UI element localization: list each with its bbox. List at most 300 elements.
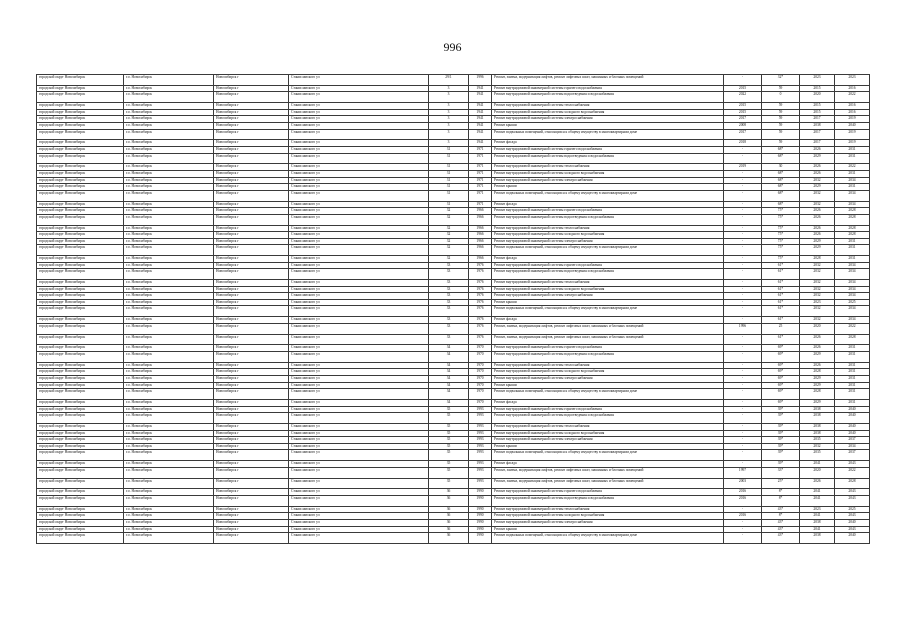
plan-start-year-cell: 2032 <box>800 269 835 280</box>
plan-end-year-cell: 2043 <box>835 513 870 520</box>
plan-end-year-cell: 2019 <box>835 129 870 140</box>
plan-end-year-cell: 2034 <box>835 177 870 184</box>
city-cell: Новосибирск г <box>214 352 289 363</box>
plan-start-year-cell: 2038 <box>800 430 835 437</box>
last-repair-year-cell: - <box>724 437 762 444</box>
work-type-cell: Ремонт внутридомовой инженерной системы теплоснабжения <box>492 280 724 287</box>
municipality-cell: г.о. Новосибирск <box>124 75 214 86</box>
city-cell: Новосибирск г <box>214 293 289 300</box>
street-cell: Станиславского ул <box>289 334 429 345</box>
wear-percent-cell: 75* <box>762 232 800 239</box>
last-repair-year-cell: - <box>724 208 762 215</box>
municipality-cell: г.о. Новосибирск <box>124 177 214 184</box>
municipality-cell: г.о. Новосибирск <box>124 170 214 177</box>
plan-start-year-cell: 2038 <box>800 122 835 129</box>
municipality-cell: г.о. Новосибирск <box>124 423 214 430</box>
house-number-cell: 3 <box>429 129 469 140</box>
wear-percent-cell: 25 <box>762 323 800 334</box>
city-cell: Новосибирск г <box>214 382 289 389</box>
district-cell: городской округ Новосибирск <box>37 382 124 389</box>
wear-percent-cell: 61* <box>762 286 800 293</box>
plan-end-year-cell: 2031 <box>835 352 870 363</box>
work-type-cell: Ремонт внутридомовой инженерной системы горячего водоснабжения <box>492 406 724 413</box>
plan-end-year-cell: 2034 <box>835 317 870 324</box>
house-number-cell: 34 <box>429 399 469 406</box>
municipality-cell: г.о. Новосибирск <box>124 526 214 533</box>
plan-start-year-cell: 2026 <box>800 232 835 239</box>
wear-percent-cell: 59 <box>762 103 800 110</box>
plan-start-year-cell: 2032 <box>800 201 835 208</box>
last-repair-year-cell: - <box>724 146 762 153</box>
last-repair-year-cell: 2022 <box>724 92 762 103</box>
table-row <box>37 382 870 389</box>
work-type-cell: Ремонт внутридомовой инженерной системы горячего водоснабжения <box>492 146 724 153</box>
wear-percent-cell: 39* <box>762 406 800 413</box>
build-year-cell: 1993 <box>469 406 492 413</box>
wear-percent-cell: 25* <box>762 478 800 489</box>
street-cell: Станиславского ул <box>289 437 429 444</box>
build-year-cell: 1971 <box>469 190 492 201</box>
table-row <box>37 109 870 116</box>
street-cell: Станиславского ул <box>289 190 429 201</box>
district-cell: городской округ Новосибирск <box>37 306 124 317</box>
street-cell: Станиславского ул <box>289 140 429 147</box>
municipality-cell: г.о. Новосибирск <box>124 92 214 103</box>
municipality-cell: г.о. Новосибирск <box>124 519 214 526</box>
house-number-cell: 3 <box>429 116 469 123</box>
city-cell: Новосибирск г <box>214 495 289 506</box>
street-cell: Станиславского ул <box>289 519 429 526</box>
district-cell: городской округ Новосибирск <box>37 376 124 383</box>
last-repair-year-cell: 2017 <box>724 116 762 123</box>
build-year-cell: 1966 <box>469 245 492 256</box>
last-repair-year-cell: - <box>724 369 762 376</box>
last-repair-year-cell: - <box>724 399 762 406</box>
last-repair-year-cell: - <box>724 352 762 363</box>
plan-end-year-cell: 2034 <box>835 190 870 201</box>
table-row <box>37 92 870 103</box>
district-cell: городской округ Новосибирск <box>37 190 124 201</box>
plan-start-year-cell: 2041 <box>800 489 835 496</box>
street-cell: Станиславского ул <box>289 406 429 413</box>
plan-end-year-cell: 2031 <box>835 369 870 376</box>
street-cell: Станиславского ул <box>289 413 429 424</box>
table-row <box>37 238 870 245</box>
table-row <box>37 513 870 520</box>
house-number-cell: 32 <box>429 232 469 239</box>
house-number-cell: 36 <box>429 513 469 520</box>
city-cell: Новосибирск г <box>214 519 289 526</box>
street-cell: Станиславского ул <box>289 170 429 177</box>
plan-end-year-cell: 2043 <box>835 489 870 496</box>
work-type-cell: Ремонт внутридомовой инженерной системы теплоснабжения <box>492 423 724 430</box>
build-year-cell: 1976 <box>469 334 492 345</box>
plan-end-year-cell: 2022 <box>835 164 870 171</box>
city-cell: Новосибирск г <box>214 103 289 110</box>
plan-start-year-cell: 2015 <box>800 85 835 92</box>
house-number-cell: 32 <box>429 238 469 245</box>
street-cell: Станиславского ул <box>289 103 429 110</box>
last-repair-year-cell: - <box>724 317 762 324</box>
table-row <box>37 526 870 533</box>
work-type-cell: Ремонт крыши <box>492 443 724 450</box>
plan-start-year-cell: 2026 <box>800 334 835 345</box>
wear-percent-cell: 39* <box>762 450 800 461</box>
plan-end-year-cell: 2028 <box>835 232 870 239</box>
municipality-cell: г.о. Новосибирск <box>124 269 214 280</box>
city-cell: Новосибирск г <box>214 533 289 544</box>
plan-start-year-cell: 2038 <box>800 533 835 544</box>
work-type-cell: Ремонт, замена, модернизация лифтов, ремонт лифтовых шахт, машинных и блочных помещений <box>492 323 724 334</box>
plan-end-year-cell: 2025 <box>835 299 870 306</box>
work-type-cell: Ремонт внутридомовой инженерной системы горячего водоснабжения <box>492 85 724 92</box>
municipality-cell: г.о. Новосибирск <box>124 450 214 461</box>
build-year-cell: 1970 <box>469 362 492 369</box>
street-cell: Станиславского ул <box>289 369 429 376</box>
district-cell: городской округ Новосибирск <box>37 461 124 468</box>
wear-percent-cell: 59 <box>762 85 800 92</box>
house-number-cell: 3 <box>429 92 469 103</box>
work-type-cell: Ремонт внутридомовой инженерной системы холодного водоснабжения <box>492 286 724 293</box>
plan-start-year-cell: 2026 <box>800 225 835 232</box>
municipality-cell: г.о. Новосибирск <box>124 262 214 269</box>
build-year-cell: 1971 <box>469 164 492 171</box>
street-cell: Станиславского ул <box>289 443 429 450</box>
district-cell: городской округ Новосибирск <box>37 129 124 140</box>
table-row <box>37 286 870 293</box>
municipality-cell: г.о. Новосибирск <box>124 513 214 520</box>
last-repair-year-cell: 2015 <box>724 103 762 110</box>
work-type-cell: Ремонт внутридомовой инженерной системы электроснабжения <box>492 519 724 526</box>
municipality-cell: г.о. Новосибирск <box>124 406 214 413</box>
table-row <box>37 345 870 352</box>
district-cell: городской округ Новосибирск <box>37 495 124 506</box>
plan-end-year-cell: 2040 <box>835 122 870 129</box>
table-row <box>37 256 870 263</box>
house-number-cell: 36 <box>429 495 469 506</box>
house-number-cell: 32 <box>429 256 469 263</box>
work-type-cell: Ремонт внутридомовой инженерной системы электроснабжения <box>492 376 724 383</box>
table-row <box>37 478 870 489</box>
street-cell: Станиславского ул <box>289 129 429 140</box>
table-row <box>37 201 870 208</box>
house-number-cell: 35 <box>429 450 469 461</box>
build-year-cell: 1976 <box>469 293 492 300</box>
last-repair-year-cell: - <box>724 382 762 389</box>
last-repair-year-cell: - <box>724 506 762 513</box>
city-cell: Новосибирск г <box>214 85 289 92</box>
last-repair-year-cell: 2017 <box>724 129 762 140</box>
municipality-cell: г.о. Новосибирск <box>124 299 214 306</box>
city-cell: Новосибирск г <box>214 256 289 263</box>
last-repair-year-cell: - <box>724 345 762 352</box>
build-year-cell: 1966 <box>469 208 492 215</box>
municipality-cell: г.о. Новосибирск <box>124 443 214 450</box>
last-repair-year-cell: - <box>724 201 762 208</box>
district-cell: городской округ Новосибирск <box>37 293 124 300</box>
city-cell: Новосибирск г <box>214 201 289 208</box>
work-type-cell: Ремонт внутридомовой инженерной системы горячего водоснабжения <box>492 345 724 352</box>
wear-percent-cell: 30 <box>762 164 800 171</box>
work-type-cell: Ремонт внутридомовой инженерной системы холодного водоснабжения <box>492 430 724 437</box>
house-number-cell: 32 <box>429 245 469 256</box>
city-cell: Новосибирск г <box>214 362 289 369</box>
municipality-cell: г.о. Новосибирск <box>124 437 214 444</box>
district-cell: городской округ Новосибирск <box>37 245 124 256</box>
street-cell: Станиславского ул <box>289 164 429 171</box>
city-cell: Новосибирск г <box>214 170 289 177</box>
work-type-cell: Ремонт крыши <box>492 526 724 533</box>
house-number-cell: 3 <box>429 122 469 129</box>
municipality-cell: г.о. Новосибирск <box>124 164 214 171</box>
street-cell: Станиславского ул <box>289 201 429 208</box>
plan-start-year-cell: 2041 <box>800 495 835 506</box>
street-cell: Станиславского ул <box>289 423 429 430</box>
plan-end-year-cell: 2043 <box>835 495 870 506</box>
plan-start-year-cell: 2028 <box>800 256 835 263</box>
wear-percent-cell: 61* <box>762 280 800 287</box>
house-number-cell: 34 <box>429 389 469 400</box>
house-number-cell: 34 <box>429 369 469 376</box>
house-number-cell: 31 <box>429 184 469 191</box>
street-cell: Станиславского ул <box>289 352 429 363</box>
build-year-cell: 1966 <box>469 214 492 225</box>
street-cell: Станиславского ул <box>289 362 429 369</box>
municipality-cell: г.о. Новосибирск <box>124 256 214 263</box>
street-cell: Станиславского ул <box>289 513 429 520</box>
wear-percent-cell: 75* <box>762 245 800 256</box>
work-type-cell: Ремонт подвальных помещений, относящихся к общему имуществу в многоквартирном доме <box>492 245 724 256</box>
build-year-cell: 1970 <box>469 369 492 376</box>
table-row <box>37 437 870 444</box>
wear-percent-cell: 68* <box>762 177 800 184</box>
city-cell: Новосибирск г <box>214 423 289 430</box>
table-row <box>37 269 870 280</box>
table-row <box>37 389 870 400</box>
district-cell: городской округ Новосибирск <box>37 225 124 232</box>
build-year-cell: 1976 <box>469 262 492 269</box>
plan-end-year-cell: 2031 <box>835 153 870 164</box>
municipality-cell: г.о. Новосибирск <box>124 430 214 437</box>
street-cell: Станиславского ул <box>289 153 429 164</box>
work-type-cell: Ремонт крыши <box>492 122 724 129</box>
municipality-cell: г.о. Новосибирск <box>124 280 214 287</box>
district-cell: городской округ Новосибирск <box>37 352 124 363</box>
plan-end-year-cell: 2037 <box>835 450 870 461</box>
plan-start-year-cell: 2032 <box>800 443 835 450</box>
plan-start-year-cell: 2038 <box>800 413 835 424</box>
work-type-cell: Ремонт внутридомовой инженерной системы теплоснабжения <box>492 506 724 513</box>
work-type-cell: Ремонт подвальных помещений, относящихся к общему имуществу в многоквартирном доме <box>492 389 724 400</box>
plan-start-year-cell: 2032 <box>800 177 835 184</box>
city-cell: Новосибирск г <box>214 306 289 317</box>
plan-start-year-cell: 2015 <box>800 103 835 110</box>
build-year-cell: 1970 <box>469 376 492 383</box>
page-number: 996 <box>443 40 462 54</box>
municipality-cell: г.о. Новосибирск <box>124 369 214 376</box>
municipality-cell: г.о. Новосибирск <box>124 146 214 153</box>
district-cell: городской округ Новосибирск <box>37 85 124 92</box>
city-cell: Новосибирск г <box>214 376 289 383</box>
plan-start-year-cell: 2035 <box>800 437 835 444</box>
municipality-cell: г.о. Новосибирск <box>124 506 214 513</box>
plan-start-year-cell: 2026 <box>800 478 835 489</box>
work-type-cell: Ремонт, замена, модернизация лифтов, ремонт лифтовых шахт, машинных и блочных помещений <box>492 478 724 489</box>
house-number-cell: 35 <box>429 413 469 424</box>
work-type-cell: Ремонт внутридомовой инженерной системы теплоснабжения <box>492 164 724 171</box>
build-year-cell: 1966 <box>469 238 492 245</box>
last-repair-year-cell: - <box>724 262 762 269</box>
municipality-cell: г.о. Новосибирск <box>124 214 214 225</box>
district-cell: городской округ Новосибирск <box>37 184 124 191</box>
build-year-cell: 1966 <box>469 225 492 232</box>
wear-percent-cell: 61* <box>762 306 800 317</box>
last-repair-year-cell: - <box>724 376 762 383</box>
house-number-cell: 35 <box>429 467 469 478</box>
street-cell: Станиславского ул <box>289 293 429 300</box>
city-cell: Новосибирск г <box>214 413 289 424</box>
wear-percent-cell: 69* <box>762 345 800 352</box>
table-row <box>37 225 870 232</box>
wear-percent-cell: 59 <box>762 140 800 147</box>
work-type-cell: Ремонт внутридомовой инженерной системы холодного водоснабжения <box>492 369 724 376</box>
work-type-cell: Ремонт внутридомовой инженерной системы холодного водоснабжения <box>492 513 724 520</box>
plan-end-year-cell: 2034 <box>835 293 870 300</box>
district-cell: городской округ Новосибирск <box>37 232 124 239</box>
city-cell: Новосибирск г <box>214 286 289 293</box>
municipality-cell: г.о. Новосибирск <box>124 478 214 489</box>
last-repair-year-cell: - <box>724 430 762 437</box>
municipality-cell: г.о. Новосибирск <box>124 345 214 352</box>
street-cell: Станиславского ул <box>289 306 429 317</box>
house-number-cell: 36 <box>429 533 469 544</box>
district-cell: городской округ Новосибирск <box>37 389 124 400</box>
table-row <box>37 245 870 256</box>
last-repair-year-cell: - <box>724 245 762 256</box>
last-repair-year-cell: 2008 <box>724 122 762 129</box>
city-cell: Новосибирск г <box>214 245 289 256</box>
wear-percent-cell: 59 <box>762 129 800 140</box>
plan-start-year-cell: 2017 <box>800 140 835 147</box>
plan-start-year-cell: 2026 <box>800 214 835 225</box>
wear-percent-cell: 43* <box>762 526 800 533</box>
district-cell: городской округ Новосибирск <box>37 75 124 86</box>
municipality-cell: г.о. Новосибирск <box>124 399 214 406</box>
work-type-cell: Ремонт внутридомовой инженерной системы теплоснабжения <box>492 225 724 232</box>
district-cell: городской округ Новосибирск <box>37 140 124 147</box>
city-cell: Новосибирск г <box>214 190 289 201</box>
work-type-cell: Ремонт фасада <box>492 201 724 208</box>
work-type-cell: Ремонт внутридомовой инженерной системы горячего водоснабжения <box>492 262 724 269</box>
build-year-cell: 1941 <box>469 109 492 116</box>
city-cell: Новосибирск г <box>214 116 289 123</box>
street-cell: Станиславского ул <box>289 389 429 400</box>
work-type-cell: Ремонт подвальных помещений, относящихся к общему имуществу в многоквартирном доме <box>492 129 724 140</box>
build-year-cell: 1990 <box>469 506 492 513</box>
work-type-cell: Ремонт фасада <box>492 140 724 147</box>
plan-end-year-cell: 2016 <box>835 85 870 92</box>
plan-start-year-cell: 2026 <box>800 170 835 177</box>
plan-end-year-cell: 2016 <box>835 109 870 116</box>
city-cell: Новосибирск г <box>214 334 289 345</box>
municipality-cell: г.о. Новосибирск <box>124 225 214 232</box>
work-type-cell: Ремонт внутридомовой инженерной системы теплоснабжения <box>492 362 724 369</box>
plan-end-year-cell: 2043 <box>835 461 870 468</box>
wear-percent-cell: 75* <box>762 214 800 225</box>
plan-start-year-cell: 2028 <box>800 369 835 376</box>
municipality-cell: г.о. Новосибирск <box>124 306 214 317</box>
city-cell: Новосибирск г <box>214 389 289 400</box>
plan-start-year-cell: 2041 <box>800 461 835 468</box>
district-cell: городской округ Новосибирск <box>37 103 124 110</box>
build-year-cell: 1990 <box>469 513 492 520</box>
plan-start-year-cell: 2038 <box>800 423 835 430</box>
wear-percent-cell: 39* <box>762 461 800 468</box>
plan-start-year-cell: 2029 <box>800 245 835 256</box>
work-type-cell: Ремонт внутридомовой инженерной системы водоотведения и водоснабжения <box>492 413 724 424</box>
build-year-cell: 1941 <box>469 129 492 140</box>
table-row <box>37 323 870 334</box>
build-year-cell: 1993 <box>469 423 492 430</box>
plan-start-year-cell: 2026 <box>800 208 835 215</box>
house-number-cell: 35 <box>429 423 469 430</box>
last-repair-year-cell: 2019 <box>724 164 762 171</box>
city-cell: Новосибирск г <box>214 109 289 116</box>
house-number-cell: 33 <box>429 280 469 287</box>
city-cell: Новосибирск г <box>214 443 289 450</box>
wear-percent-cell: 68* <box>762 146 800 153</box>
build-year-cell: 1976 <box>469 317 492 324</box>
house-number-cell: 35 <box>429 406 469 413</box>
district-cell: городской округ Новосибирск <box>37 262 124 269</box>
last-repair-year-cell: - <box>724 190 762 201</box>
city-cell: Новосибирск г <box>214 129 289 140</box>
table-row <box>37 306 870 317</box>
wear-percent-cell: 43* <box>762 506 800 513</box>
table-row <box>37 190 870 201</box>
plan-end-year-cell: 2040 <box>835 519 870 526</box>
plan-start-year-cell: 2038 <box>800 519 835 526</box>
table-row <box>37 467 870 478</box>
plan-end-year-cell: 2037 <box>835 437 870 444</box>
house-number-cell: 31 <box>429 201 469 208</box>
plan-start-year-cell: 2029 <box>800 382 835 389</box>
build-year-cell: 1993 <box>469 467 492 478</box>
last-repair-year-cell: - <box>724 75 762 86</box>
wear-percent-cell: 69* <box>762 382 800 389</box>
street-cell: Станиславского ул <box>289 399 429 406</box>
work-type-cell: Ремонт внутридомовой инженерной системы водоотведения и водоснабжения <box>492 495 724 506</box>
street-cell: Станиславского ул <box>289 262 429 269</box>
house-number-cell: 34 <box>429 345 469 352</box>
plan-start-year-cell: 2020 <box>800 92 835 103</box>
house-number-cell: 34 <box>429 352 469 363</box>
work-type-cell: Ремонт внутридомовой инженерной системы электроснабжения <box>492 238 724 245</box>
work-type-cell: Ремонт внутридомовой инженерной системы водоотведения и водоснабжения <box>492 214 724 225</box>
plan-start-year-cell: 2032 <box>800 293 835 300</box>
house-number-cell: 35 <box>429 437 469 444</box>
district-cell: городской округ Новосибирск <box>37 526 124 533</box>
house-number-cell: 36 <box>429 519 469 526</box>
house-number-cell: 33 <box>429 323 469 334</box>
work-type-cell: Ремонт крыши <box>492 382 724 389</box>
last-repair-year-cell: - <box>724 443 762 450</box>
build-year-cell: 1976 <box>469 323 492 334</box>
district-cell: городской округ Новосибирск <box>37 519 124 526</box>
build-year-cell: 1993 <box>469 478 492 489</box>
district-cell: городской округ Новосибирск <box>37 164 124 171</box>
last-repair-year-cell: - <box>724 299 762 306</box>
